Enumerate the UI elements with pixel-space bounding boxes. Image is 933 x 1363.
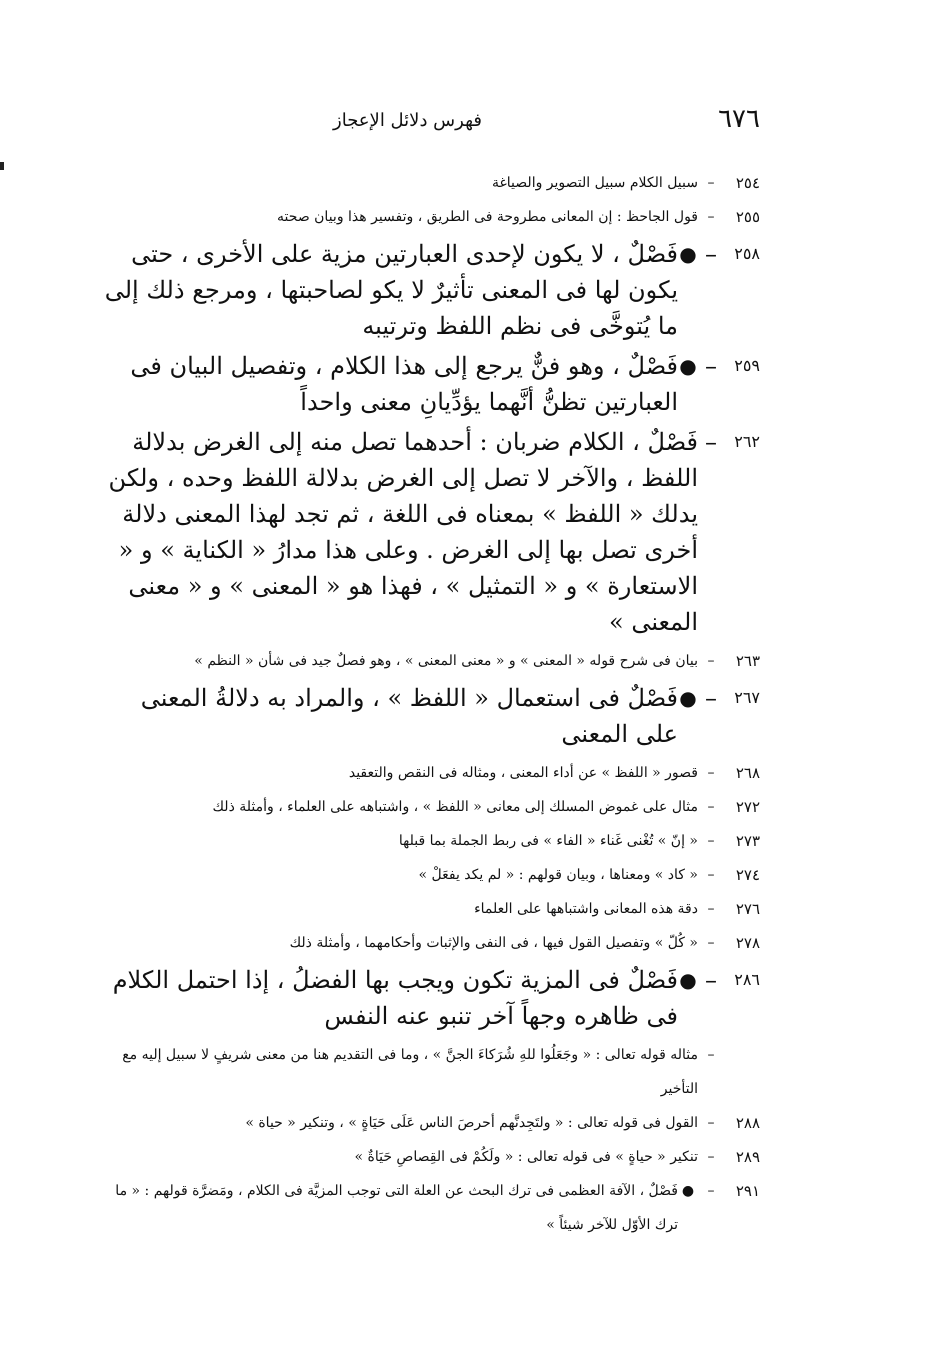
page-number: ٦٧٦	[718, 104, 760, 134]
entry-dash: –	[707, 653, 715, 669]
index-entry-major	[100, 236, 760, 344]
entry-dash: –	[707, 209, 715, 225]
entry-dash: –	[707, 935, 715, 951]
entry-dash: –	[705, 684, 717, 712]
entry-page-number: ٢٨٨	[735, 1114, 760, 1132]
entry-dash: –	[705, 240, 717, 268]
entry-page-number: ٢٨٩	[735, 1148, 760, 1166]
entry-text: فَصْلٌ ، وهو فنٌّ يرجع إلى هذا الكلام ، وتفصيل البيان فى العبارتين تظنُّ أنَّهما يؤدِّيانِ معنى واحداً	[130, 352, 678, 416]
entry-page-number: ٢٦٧	[734, 688, 760, 707]
entry-page-number: ٢٧٨	[735, 934, 760, 952]
entry-dash: –	[707, 1183, 715, 1199]
entry-page-number: ٢٦٢	[734, 432, 760, 451]
bullet-icon: ●	[679, 686, 697, 710]
entry-text: « كُلّ » وتفصيل القول فيها ، فى النفى والإثبات وأحكامهما ، وأمثلة ذلك	[289, 935, 698, 951]
bullet-icon: ●	[679, 354, 697, 378]
index-entry	[100, 200, 760, 234]
entry-text: فَصْلٌ ، لا يكون لإحدى العبارتين مزية على الأخرى ، حتى يكون لها فى المعنى تأثيرٌ لا يكو لصاحبتها ، ومرجع ذلك إلى ما يُتوخَّى فى نظم اللفظ وترتيبه	[104, 240, 678, 340]
entry-text: مثاله قوله تعالى : « وجَعَلُوا للهِ شُرَكاءَ الجنَّ » ، وما فى التقديم هنا من معنى شريفٍ لا سبيل إليه مع التأخير	[122, 1047, 698, 1097]
entry-dash: –	[705, 966, 717, 994]
entry-dash: –	[705, 428, 717, 456]
entry-dash: –	[707, 867, 715, 883]
index-entry	[100, 1106, 760, 1140]
index-entry	[100, 166, 760, 200]
entry-text: دقة هذه المعانى واشتباهها على العلماء	[474, 901, 698, 917]
index-entry	[100, 1038, 760, 1106]
index-entry	[100, 1140, 760, 1174]
entry-dash: –	[707, 1149, 715, 1165]
entry-text: بيان فى شرح قوله « المعنى » و « معنى المعنى » ، وهو فصلٌ جيد فى شأن « النظم »	[194, 653, 698, 669]
entry-page-number: ٢٥٤	[735, 174, 760, 192]
entry-text: فَصْلٌ ، الكلام ضربان : أحدهما تصل منه إلى الغرض بدلالة اللفظ ، والآخر لا تصل إلى الغرض بدلالة اللفظ وحده ، ولكن يدلك « اللفظ » بمعناه فى اللغة ، ثم تجد لهذا المعنى دلالة أخرى تصل بها إلى الغرض . وعلى هذا مدارُ « الكناية » و « الاستعارة » و « التمثيل » ، فهذا هو « المعنى » و « معنى المعنى »	[108, 428, 698, 636]
entry-text: فَصْلٌ فى استعمال « اللفظ » ، والمراد به دلالةُ المعنى على المعنى	[140, 684, 678, 748]
entry-page-number: ٢٦٣	[735, 652, 760, 670]
entry-text: سبيل الكلام سبيل التصوير والصياغة	[491, 175, 698, 191]
entry-page-number: ٢٦٨	[735, 764, 760, 782]
entry-dash: –	[707, 765, 715, 781]
index-entry-major	[100, 424, 760, 640]
margin-speck	[0, 162, 4, 170]
entry-page-number: ٢٩١	[735, 1182, 760, 1200]
index-entry	[100, 824, 760, 858]
entry-text: قول الجاحظ : إن المعانى مطروحة فى الطريق ، وتفسير هذا وبيان صحته	[277, 209, 698, 225]
index-entry	[100, 858, 760, 892]
entry-text: « إنّ » تُغْنى غَناء « الفاء » فى ربط الجملة بما قبلها	[398, 833, 698, 849]
entry-dash: –	[707, 799, 715, 815]
entry-text: مثال على غموض المسلك إلى معانى « اللفظ » ، واشتباهه على العلماء ، وأمثلة ذلك	[212, 799, 698, 815]
index-entry	[100, 644, 760, 678]
entry-page-number: ٢٧٢	[735, 798, 760, 816]
entry-page-number: ٢٥٩	[734, 356, 760, 375]
index-entry	[100, 790, 760, 824]
index-entry	[100, 756, 760, 790]
entry-page-number: ٢٥٨	[734, 244, 760, 263]
entry-text: قصور « اللفظ » عن أداء المعنى ، ومثاله فى النقص والتعقيد	[348, 765, 698, 781]
entry-text: « كاد » ومعناها ، وبيان قولهم : « لم يكد يفعَلْ »	[418, 867, 698, 883]
index-entry-major	[100, 348, 760, 420]
entry-dash: –	[705, 352, 717, 380]
index-entry	[100, 1174, 760, 1242]
entry-page-number: ٢٥٥	[735, 208, 760, 226]
entry-page-number: ٢٨٦	[734, 970, 760, 989]
index-entry-major	[100, 680, 760, 752]
running-title: فهرس دلائل الإعجاز	[333, 110, 482, 131]
entry-text: القول فى قوله تعالى : « ولتَجِدنَّهم أحرصَ الناس عَلَى حَيَاةٍ » ، وتنكير « حياة »	[245, 1115, 698, 1131]
entry-page-number: ٢٧٤	[735, 866, 760, 884]
entry-dash: –	[707, 175, 715, 191]
index-entry	[100, 926, 760, 960]
index-entries	[100, 166, 760, 1242]
entry-dash: –	[707, 1047, 715, 1063]
entry-page-number: ٢٧٣	[735, 832, 760, 850]
entry-text: فَصْلٌ ، الآفة العظمى فى ترك البحث عن العلة التى توجب المزيَّة فى الكلام ، ومَضرَّة قولهم : « ما ترك الأوّل للآخر شيئاً »	[115, 1183, 678, 1233]
entry-page-number: ٢٧٦	[735, 900, 760, 918]
page-header	[60, 104, 760, 144]
entry-dash: –	[707, 833, 715, 849]
bullet-icon: ●	[679, 242, 697, 266]
entry-text: فَصْلٌ فى المزية تكون ويجب بها الفضلُ ، إذا احتمل الكلام فى ظاهره وجهاً آخر تنبو عنه النفس	[112, 966, 678, 1030]
index-entry-major	[100, 962, 760, 1034]
bullet-icon: ●	[681, 1183, 695, 1199]
bullet-icon: ●	[679, 968, 697, 992]
index-entry	[100, 892, 760, 926]
entry-dash: –	[707, 1115, 715, 1131]
entry-dash: –	[707, 901, 715, 917]
entry-text: تنكير « حياةٍ » فى قوله تعالى : « ولَكُمْ فى القِصاصِ حَيَاةٌ »	[354, 1149, 698, 1165]
